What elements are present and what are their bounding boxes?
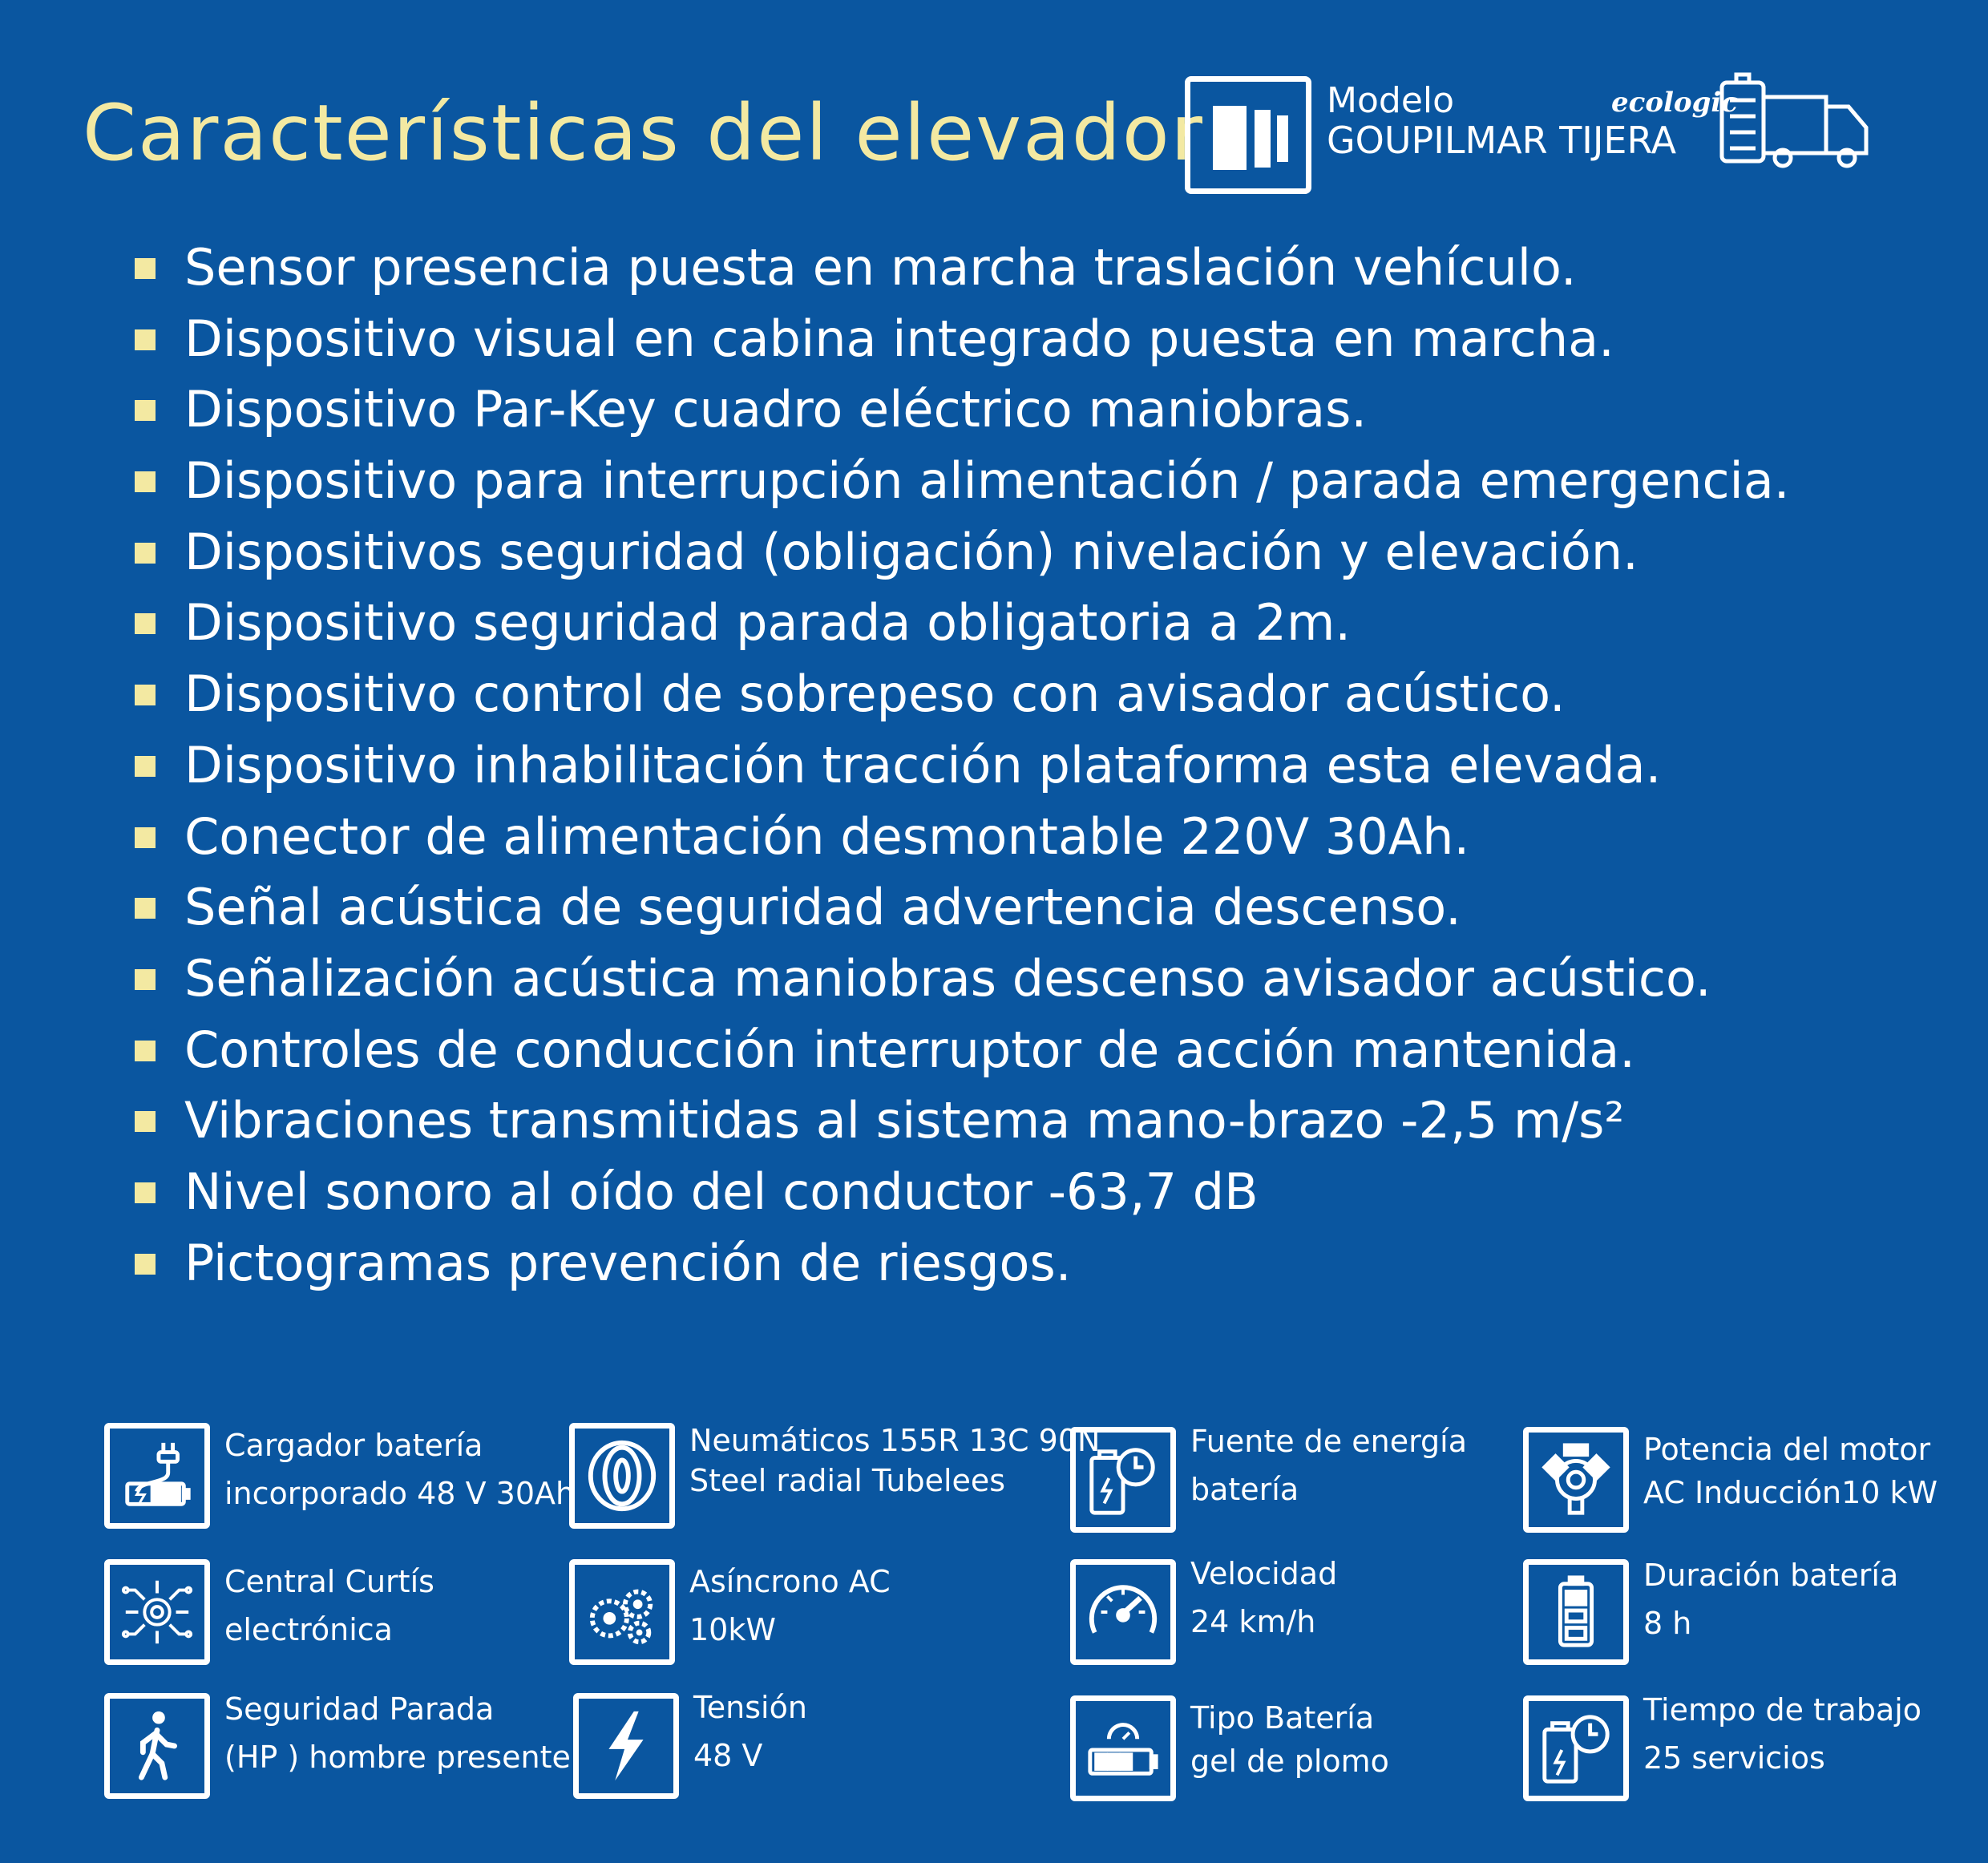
feature-item: Dispositivo seguridad parada obligatoria a 2m. xyxy=(128,588,1789,659)
walking-person-icon xyxy=(104,1693,210,1799)
bullet-icon xyxy=(135,400,156,421)
feature-item: Dispositivo para interrupción alimentación / parada emergencia. xyxy=(128,446,1789,517)
motor-icon xyxy=(1523,1427,1629,1533)
gears-icon xyxy=(569,1559,675,1665)
feature-item: Nivel sonoro al oído del conductor -63,7 dB xyxy=(128,1157,1789,1228)
feature-item: Señal acústica de seguridad advertencia descenso. xyxy=(128,872,1789,944)
features-list xyxy=(128,232,1789,1299)
feature-item: Vibraciones transmitidas al sistema mano-brazo -2,5 m/s² xyxy=(128,1085,1789,1157)
model-logo-icon xyxy=(1185,76,1311,194)
bullet-icon xyxy=(135,827,156,848)
lightning-icon xyxy=(573,1693,679,1799)
bullet-icon xyxy=(135,969,156,990)
speedometer-icon xyxy=(1070,1559,1176,1665)
battery-type-icon xyxy=(1070,1695,1176,1801)
feature-item: Controles de conducción interruptor de acción mantenida. xyxy=(128,1015,1789,1086)
feature-item: Pictogramas prevención de riesgos. xyxy=(128,1228,1789,1299)
feature-item: Sensor presencia puesta en marcha traslación vehículo. xyxy=(128,232,1789,304)
bullet-icon xyxy=(135,898,156,919)
bullet-icon xyxy=(135,471,156,492)
bullet-icon xyxy=(135,1254,156,1275)
feature-item: Dispositivo control de sobrepeso con avisador acústico. xyxy=(128,659,1789,730)
feature-item: Dispositivo Par-Key cuadro eléctrico maniobras. xyxy=(128,374,1789,446)
bullet-icon xyxy=(135,1041,156,1061)
battery-charger-icon xyxy=(104,1423,210,1529)
feature-item: Dispositivos seguridad (obligación) nivelación y elevación. xyxy=(128,517,1789,588)
feature-item: Dispositivo inhabilitación tracción plataforma esta elevada. xyxy=(128,730,1789,802)
energy-source-icon xyxy=(1070,1427,1176,1533)
ecologic-truck-icon xyxy=(1715,68,1876,172)
bullet-icon xyxy=(135,543,156,564)
bullet-icon xyxy=(135,1111,156,1132)
tire-icon xyxy=(569,1423,675,1529)
page-title: Características del elevador xyxy=(83,88,1205,178)
ecologic-badge: ecologic xyxy=(1611,87,1738,119)
model-label: Modelo xyxy=(1327,80,1455,121)
controller-chip-icon xyxy=(104,1559,210,1665)
feature-item: Dispositivo visual en cabina integrado puesta en marcha. xyxy=(128,304,1789,375)
bullet-icon xyxy=(135,1182,156,1203)
feature-item: Señalización acústica maniobras descenso avisador acústico. xyxy=(128,944,1789,1015)
bullet-icon xyxy=(135,613,156,634)
model-name: GOUPILMAR TIJERA xyxy=(1327,119,1677,162)
feature-item: Conector de alimentación desmontable 220V 30Ah. xyxy=(128,802,1789,873)
bullet-icon xyxy=(135,685,156,705)
bullet-icon xyxy=(135,258,156,279)
bullet-icon xyxy=(135,756,156,777)
battery-duration-icon xyxy=(1523,1559,1629,1665)
work-time-icon xyxy=(1523,1695,1629,1801)
bullet-icon xyxy=(135,329,156,350)
